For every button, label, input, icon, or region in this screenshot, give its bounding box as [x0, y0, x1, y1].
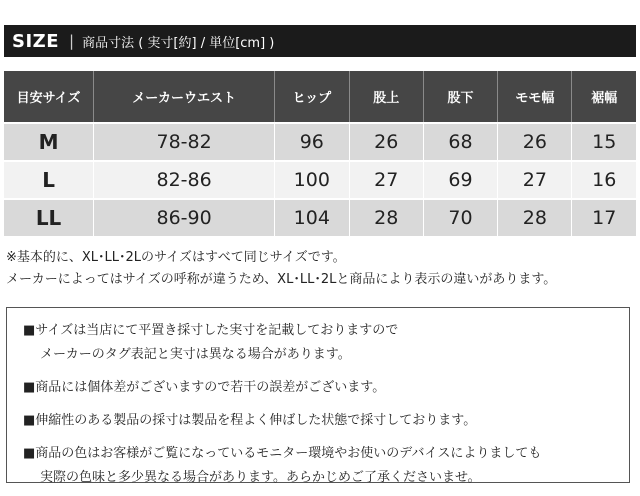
table-cell: 26 — [498, 124, 572, 160]
size-cell: M — [4, 124, 94, 160]
column-header: 股上 — [350, 71, 424, 122]
section-code: SIZE — [12, 30, 60, 52]
disclaimer-item — [23, 442, 629, 490]
note-line: メーカーによってはサイズの呼称が違うため、XL･LL･2Lと商品により表示の違いがあります。 — [6, 272, 557, 287]
table-cell: 16 — [572, 162, 636, 198]
disclaimer-item — [23, 319, 629, 367]
disclaimer-item — [23, 376, 629, 400]
disclaimer-text-continued: 実際の色味と多少異なる場合があります。あらかじめご了承くださいませ。 — [40, 470, 481, 485]
size-cell: L — [4, 162, 94, 198]
section-subtitle: 商品寸法 ( 実寸[約] / 単位[cm] ) — [82, 35, 275, 51]
disclaimer-text: ■伸縮性のある製品の採寸は製品を程よく伸ばした状態で採寸しております。 — [23, 413, 477, 428]
size-notes — [6, 247, 556, 291]
disclaimer-text-continued: メーカーのタグ表記と実寸は異なる場合があります。 — [40, 347, 351, 362]
table-cell: 78-82 — [94, 124, 275, 160]
column-header: 目安サイズ — [4, 71, 94, 122]
table-cell: 28 — [498, 200, 572, 236]
table-header-row — [4, 71, 636, 122]
table-row — [4, 124, 636, 160]
table-row — [4, 200, 636, 236]
header-separator: | — [69, 32, 75, 50]
disclaimer-box — [6, 307, 630, 483]
table-cell: 86-90 — [94, 200, 275, 236]
section-header — [4, 25, 636, 57]
column-header: 股下 — [424, 71, 498, 122]
note-line: ※基本的に、XL･LL･2Lのサイズはすべて同じサイズです。 — [6, 250, 346, 265]
table-cell: 17 — [572, 200, 636, 236]
table-cell: 104 — [275, 200, 349, 236]
table-cell: 27 — [350, 162, 424, 198]
column-header: モモ幅 — [498, 71, 572, 122]
table-cell: 27 — [498, 162, 572, 198]
disclaimer-item — [23, 409, 629, 433]
table-cell: 68 — [424, 124, 498, 160]
table-cell: 15 — [572, 124, 636, 160]
column-header: 裾幅 — [572, 71, 636, 122]
disclaimer-text: ■商品の色はお客様がご覧になっているモニター環境やお使いのデバイスによりましても — [23, 446, 542, 461]
disclaimer-text: ■サイズは当店にて平置き採寸した実寸を記載しておりますので — [23, 323, 399, 338]
table-cell: 96 — [275, 124, 349, 160]
table-cell: 26 — [350, 124, 424, 160]
table-cell: 82-86 — [94, 162, 275, 198]
table-cell: 69 — [424, 162, 498, 198]
table-cell: 100 — [275, 162, 349, 198]
disclaimer-text: ■商品には個体差がございますので若干の誤差がございます。 — [23, 380, 386, 395]
column-header: メーカーウエスト — [94, 71, 275, 122]
size-cell: LL — [4, 200, 94, 236]
column-header: ヒップ — [275, 71, 349, 122]
size-table — [4, 71, 636, 236]
table-row — [4, 162, 636, 198]
table-cell: 70 — [424, 200, 498, 236]
table-cell: 28 — [350, 200, 424, 236]
